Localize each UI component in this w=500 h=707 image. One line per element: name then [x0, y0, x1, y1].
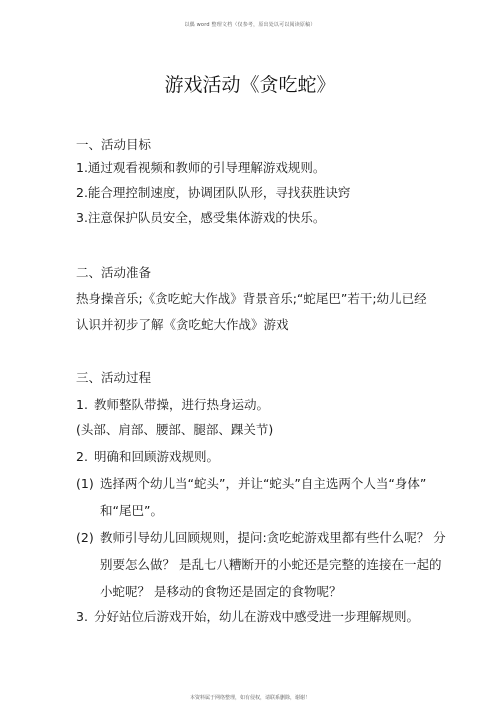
prep-line-2: 认识并初步了解《贪吃蛇大作战》游戏 — [76, 317, 289, 332]
section-heading-process: 三、活动过程 — [76, 370, 152, 385]
sub-2-line-1: 教师引导幼儿回顾规则，提问:贪吃蛇游戏里都有些什么呢？ 分 — [100, 530, 446, 545]
step-1-text: 教师整队带操，进行热身运动。 — [94, 397, 270, 412]
prep-line-1: 热身操音乐;《贪吃蛇大作战》背景音乐;“蛇尾巴”若干;幼儿已经 — [76, 291, 427, 306]
footer-note: 本资料属于网络整理，如有侵权，请联系删除，谢谢！ — [189, 695, 310, 701]
sub-1-line-2: 和“尾巴”。 — [100, 503, 163, 518]
sub-2-line-2: 别要怎么做？ 是乱七八糟断开的小蛇还是完整的连接在一起的 — [100, 557, 442, 572]
header-note: 以偶 word 整理文档（仅参考，原出处以可以阅读原稿） — [184, 22, 316, 28]
step-1-number: 1. — [76, 397, 88, 412]
page-title: 游戏活动《贪吃蛇》 — [164, 74, 336, 96]
goal-item-2: 2.能合理控制速度，协调团队队形，寻找获胜诀窍 — [76, 185, 351, 200]
goal-item-3: 3.注意保护队员安全，感受集体游戏的快乐。 — [76, 210, 326, 225]
sub-2-line-3: 小蛇呢？ 是移动的食物还是固定的食物呢？ — [100, 584, 342, 599]
step-2-text: 明确和回顾游戏规则。 — [94, 449, 220, 464]
section-heading-prep: 二、活动准备 — [76, 265, 152, 280]
sub-1-number: (1) — [76, 476, 94, 491]
step-2-number: 2. — [76, 449, 88, 464]
section-heading-goals: 一、活动目标 — [76, 137, 152, 152]
sub-1-line-1: 选择两个幼儿当“蛇头”，并让“蛇头”自主选两个人当“身体” — [100, 476, 427, 491]
step-3-text: 分好站位后游戏开始，幼儿在游戏中感受进一步理解规则。 — [94, 609, 420, 624]
step-3-number: 3. — [76, 609, 88, 624]
goal-item-1: 1.通过观看视频和教师的引导理解游戏规则。 — [76, 160, 326, 175]
step-1-note: (头部、肩部、腰部、腿部、踝关节) — [76, 422, 274, 437]
sub-2-number: (2) — [76, 530, 94, 545]
